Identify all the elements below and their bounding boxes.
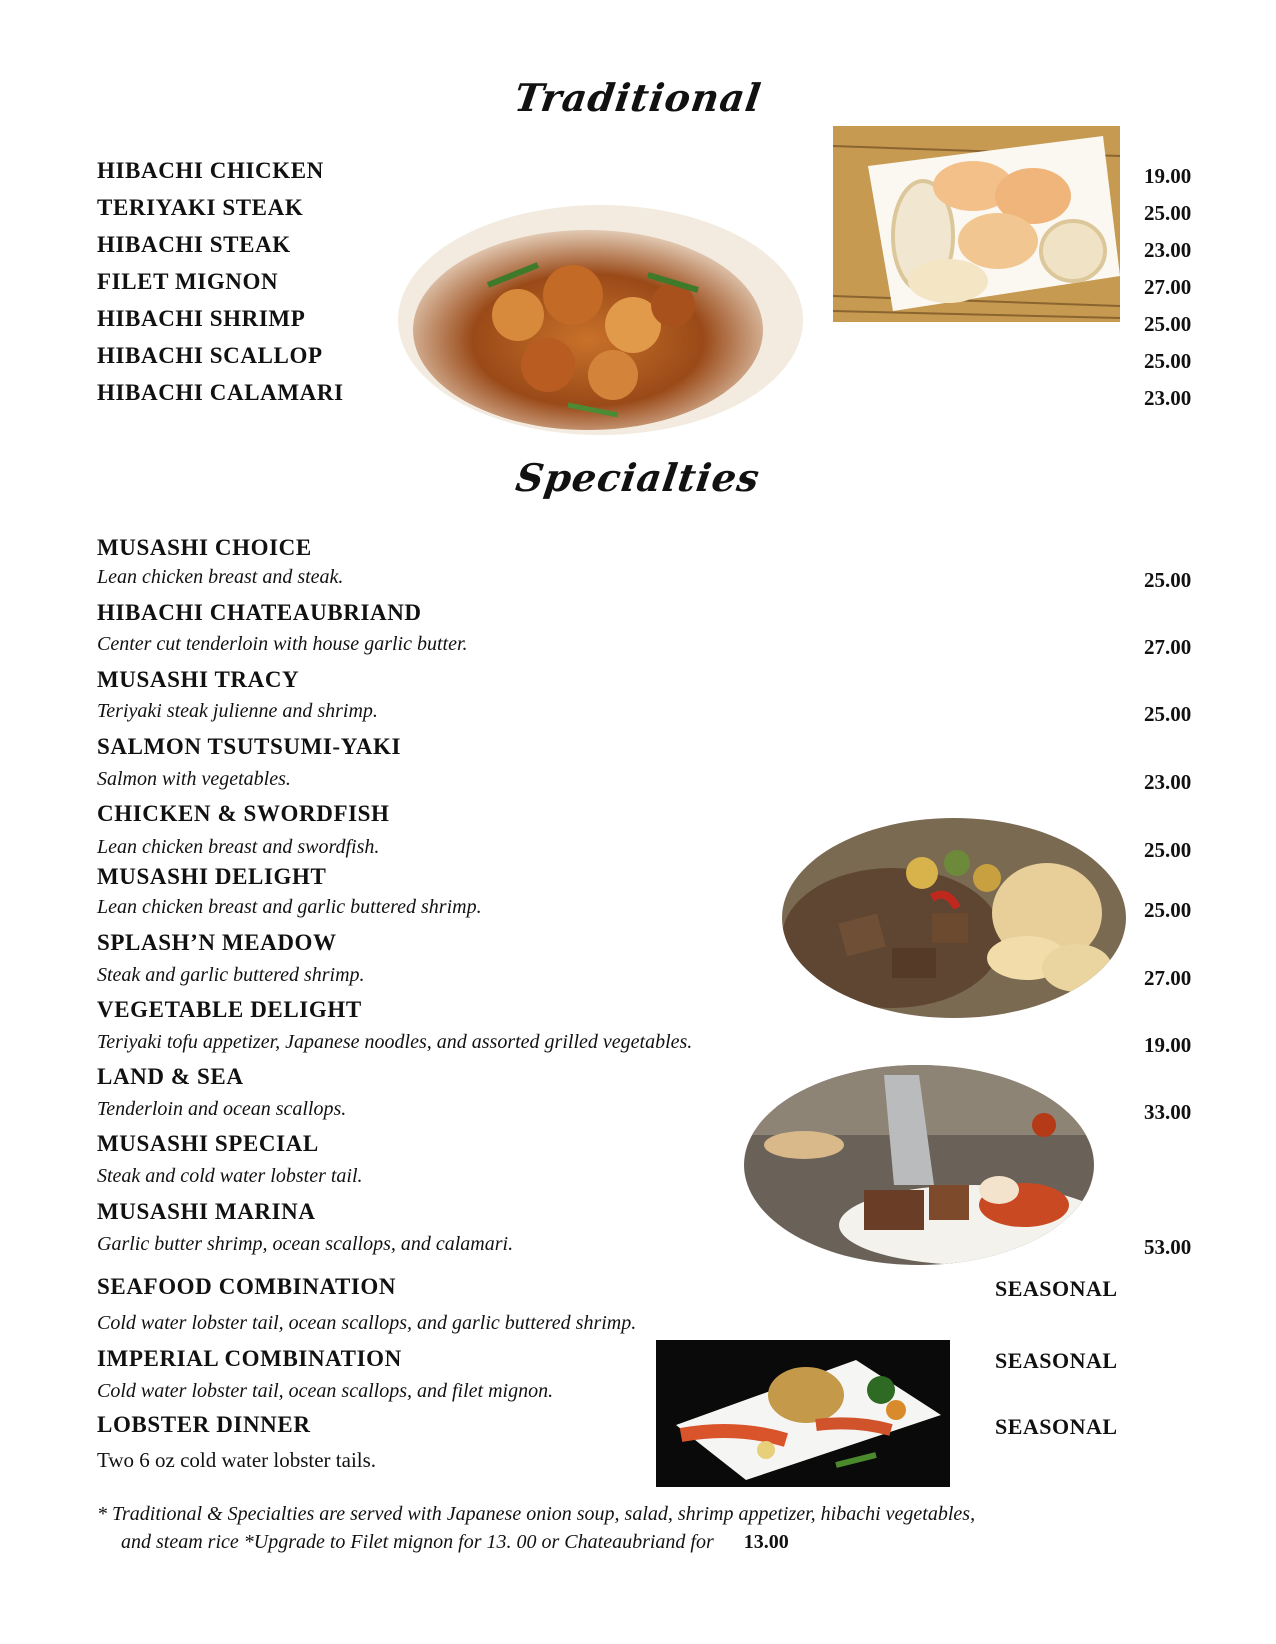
menu-item-price: 27.00 [1144,275,1192,299]
menu-item-desc: Tenderloin and ocean scallops. [97,1098,347,1120]
chicken-dish-photo [398,205,803,435]
menu-item-price: 19.00 [1144,1033,1192,1057]
menu-item-name: HIBACHI CHICKEN [97,158,324,183]
menu-item-name: SEAFOOD COMBINATION [97,1274,397,1299]
menu-item-desc: Steak and cold water lobster tail. [97,1165,363,1187]
footnote-price: 13.00 [743,1531,789,1553]
menu-item-price: 25.00 [1144,349,1192,373]
menu-item-price: 25.00 [1144,201,1192,225]
menu-item-name: MUSASHI TRACY [97,667,300,692]
menu-item-name: HIBACHI CHATEAUBRIAND [97,600,422,625]
steak-shrimp-photo [782,818,1126,1018]
menu-item-price: 25.00 [1144,312,1192,336]
menu-item-name: SPLASH’N MEADOW [97,930,337,955]
menu-item-price: 25.00 [1144,568,1192,592]
menu-item-desc: Two 6 oz cold water lobster tails. [97,1448,377,1472]
menu-item-price: 33.00 [1144,1100,1192,1124]
menu-item-name: FILET MIGNON [97,269,279,294]
menu-item-desc: Garlic butter shrimp, ocean scallops, and calamari. [97,1233,514,1255]
menu-item-name: CHICKEN & SWORDFISH [97,801,390,826]
menu-item-desc: Salmon with vegetables. [97,768,291,790]
menu-item-name: HIBACHI CALAMARI [97,380,344,405]
menu-item-desc: Steak and garlic buttered shrimp. [97,964,365,986]
menu-item-price: 25.00 [1144,702,1192,726]
menu-item-desc: Lean chicken breast and garlic buttered shrimp. [97,896,482,918]
menu-item-price: 25.00 [1144,838,1192,862]
footnote-line-1: * Traditional & Specialties are served with Japanese onion soup, salad, shrimp appetizer, hibachi vegetables, [97,1503,976,1525]
menu-item-name: SALMON TSUTSUMI-YAKI [97,734,402,759]
menu-item-price: SEASONAL [995,1348,1118,1373]
menu-item-name: VEGETABLE DELIGHT [97,997,362,1022]
menu-item-price: SEASONAL [995,1276,1118,1301]
menu-item-name: TERIYAKI STEAK [97,195,304,220]
menu-item-price: 53.00 [1144,1235,1192,1259]
menu-item-desc: Teriyaki steak julienne and shrimp. [97,700,378,722]
menu-item-price: 23.00 [1144,770,1192,794]
lobster-plate-photo [656,1340,950,1487]
menu-item-desc: Cold water lobster tail, ocean scallops, and filet mignon. [97,1380,554,1402]
menu-item-name: MUSASHI DELIGHT [97,864,327,889]
menu-item-name: LOBSTER DINNER [97,1412,311,1437]
menu-item-price: 27.00 [1144,966,1192,990]
menu-item-name: MUSASHI MARINA [97,1199,316,1224]
menu-item-name: HIBACHI STEAK [97,232,291,257]
menu-item-name: MUSASHI CHOICE [97,535,312,560]
menu-item-price: 27.00 [1144,635,1192,659]
menu-item-desc: Center cut tenderloin with house garlic butter. [97,633,468,655]
menu-item-price: 25.00 [1144,898,1192,922]
footnote-text: and steam rice *Upgrade to Filet mignon for 13. 00 or Chateaubriand for [121,1531,714,1553]
menu-item-price: 23.00 [1144,386,1192,410]
footnote-line-2 [121,1528,1021,1556]
menu-item-price: SEASONAL [995,1414,1118,1439]
specialties-title: Specialties [513,455,763,500]
seafood-plate-photo [833,126,1120,322]
menu-item-price: 23.00 [1144,238,1192,262]
menu-item-desc: Lean chicken breast and steak. [97,566,344,588]
menu-item-name: IMPERIAL COMBINATION [97,1346,402,1371]
menu-item-desc: Lean chicken breast and swordfish. [97,836,380,858]
menu-item-desc: Cold water lobster tail, ocean scallops, and garlic buttered shrimp. [97,1312,637,1334]
chef-grill-photo [744,1065,1094,1265]
menu-item-name: MUSASHI SPECIAL [97,1131,319,1156]
menu-item-desc: Teriyaki tofu appetizer, Japanese noodles, and assorted grilled vegetables. [97,1031,693,1053]
menu-item-name: LAND & SEA [97,1064,244,1089]
traditional-title: Traditional [511,75,765,120]
menu-item-price: 19.00 [1144,164,1192,188]
menu-item-name: HIBACHI SCALLOP [97,343,323,368]
menu-item-name: HIBACHI SHRIMP [97,306,306,331]
